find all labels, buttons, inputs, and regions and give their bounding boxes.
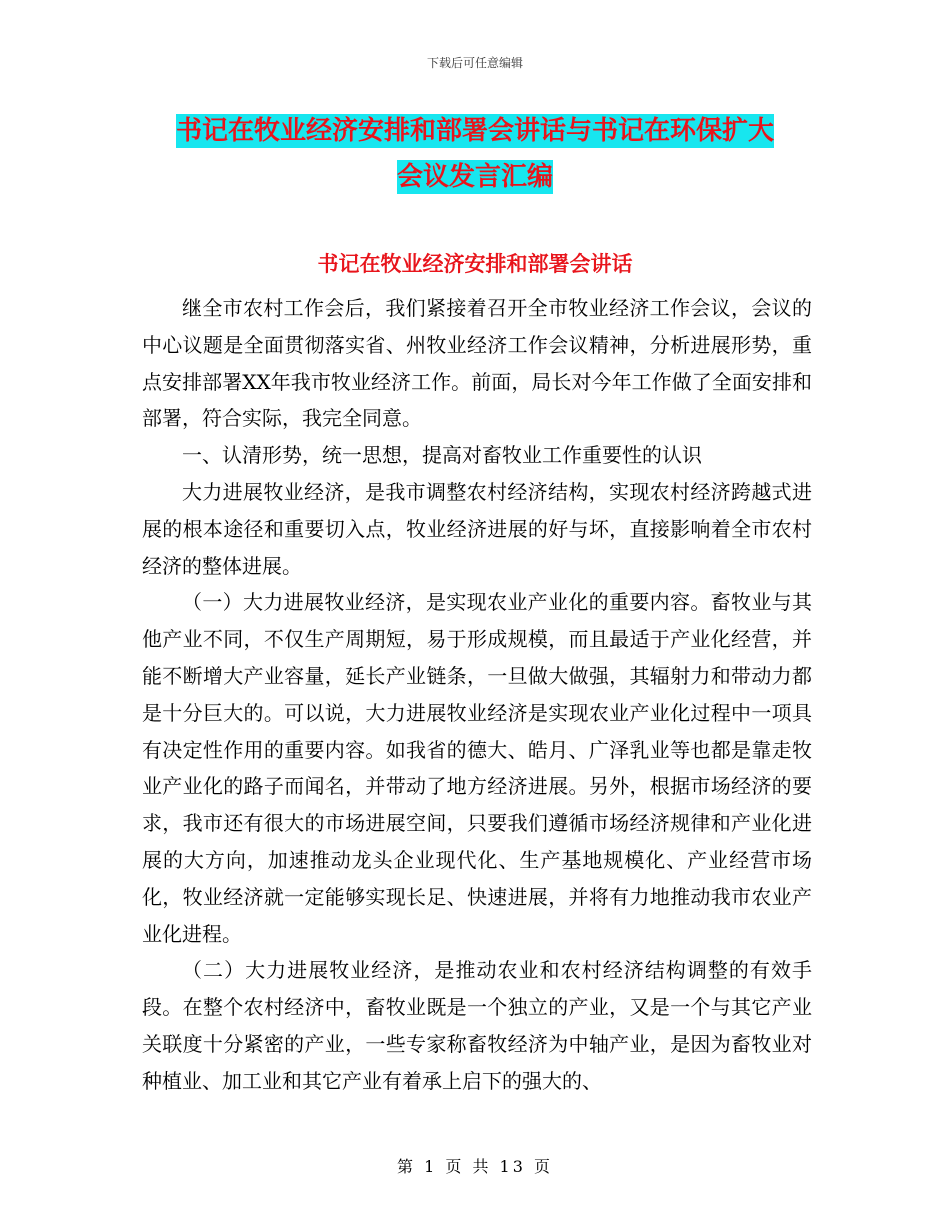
page-footer: 第 1 页 共 13 页 — [397, 1157, 553, 1176]
heading-paragraph: 一、认清形势，统一思想，提高对畜牧业工作重要性的认识 — [182, 443, 702, 468]
document-title-line-1: 书记在牧业经济安排和部署会讲话与书记在环保扩大 — [175, 116, 774, 146]
header-note: 下载后可任意编辑 — [426, 56, 523, 70]
section-title: 书记在牧业经济安排和部署会讲话 — [317, 252, 633, 276]
paragraph: （二）大力进展牧业经济，是推动农业和农村经济结构调整的有效手段。在整个农村经济中，畜牧业既是一个独立的产业，又是一个与其它产业关联度十分紧密的产业，一些专家称畜牧经济为中轴产业，是因为畜牧业对种植业、加工业和其它产业有着承上启下的强大的、 — [142, 958, 812, 1093]
paragraph: （一）大力进展牧业经济，是实现农业产业化的重要内容。畜牧业与其他产业不同，不仅生产周期短，易于形成规模，而且最适于产业化经营，并能不断增大产业容量，延长产业链条，一旦做大做强，其辐射力和带动力都是十分巨大的。可以说，大力进展牧业经济是实现农业产业化过程中一项具有决定性作用的重要内容。如我省的德大、皓月、广泽乳业等也都是靠走牧业产业化的路子而闻名，并带动了地方经济进展。另外，根据市场经济的要求，我市还有很大的市场进展空间，只要我们遵循市场经济规律和产业化进展的大方向，加速推动龙头企业现代化、生产基地规模化、产业经营市场化，牧业经济就一定能够实现长足、快速进展，并将有力地推动我市农业产业化进程。 — [142, 590, 812, 946]
body-text — [142, 290, 812, 1100]
document-title-line-2: 会议发言汇编 — [396, 162, 553, 192]
paragraph: 继全市农村工作会后，我们紧接着召开全市牧业经济工作会议，会议的中心议题是全面贯彻落实省、州牧业经济工作会议精神，分析进展形势，重点安排部署XX年我市牧业经济工作。前面，局长对今年工作做了全面安排和部署，符合实际，我完全同意。 — [142, 296, 812, 431]
paragraph: 大力进展牧业经济，是我市调整农村经济结构，实现农村经济跨越式进展的根本途径和重要切入点，牧业经济进展的好与坏，直接影响着全市农村经济的整体进展。 — [142, 479, 812, 578]
document-title — [140, 108, 810, 200]
